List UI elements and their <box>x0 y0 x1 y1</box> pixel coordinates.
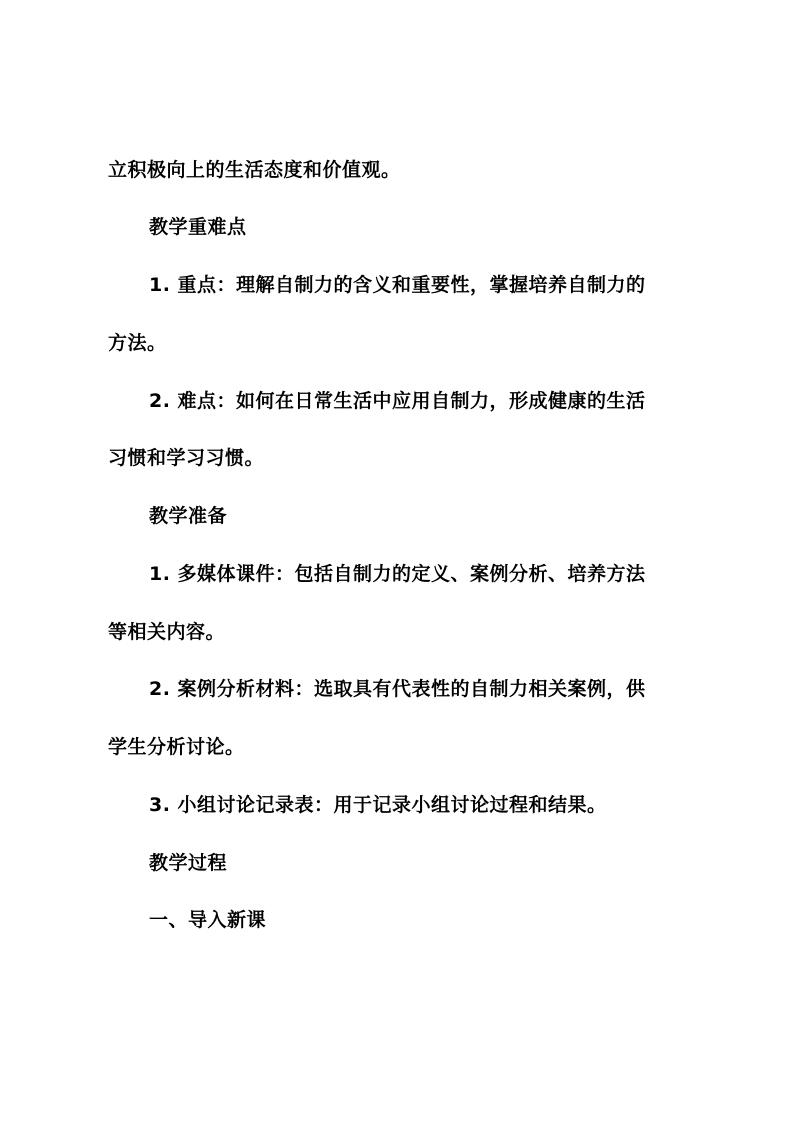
list-item-key-point-2: 2. 难点：如何在日常生活中应用自制力，形成健康的生活 <box>149 390 646 412</box>
section-heading-key-points: 教学重难点 <box>149 216 247 238</box>
list-item-preparation-2: 2. 案例分析材料：选取具有代表性的自制力相关案例，供 <box>149 678 646 700</box>
list-item-preparation-1-cont: 等相关内容。 <box>108 621 226 643</box>
paragraph-continuation: 立积极向上的生活态度和价值观。 <box>108 159 401 181</box>
section-heading-process: 教学过程 <box>149 852 228 874</box>
list-item-key-point-2-cont: 习惯和学习习惯。 <box>108 447 265 469</box>
section-heading-preparation: 教学准备 <box>149 505 228 527</box>
subsection-heading-intro: 一、导入新课 <box>149 909 267 931</box>
list-item-key-point-1-cont: 方法。 <box>108 332 167 354</box>
list-item-preparation-1: 1. 多媒体课件：包括自制力的定义、案例分析、培养方法 <box>149 563 646 585</box>
list-item-preparation-3: 3. 小组讨论记录表：用于记录小组讨论过程和结果。 <box>149 794 607 816</box>
list-item-key-point-1: 1. 重点：理解自制力的含义和重要性，掌握培养自制力的 <box>149 274 646 296</box>
list-item-preparation-2-cont: 学生分析讨论。 <box>108 736 245 758</box>
